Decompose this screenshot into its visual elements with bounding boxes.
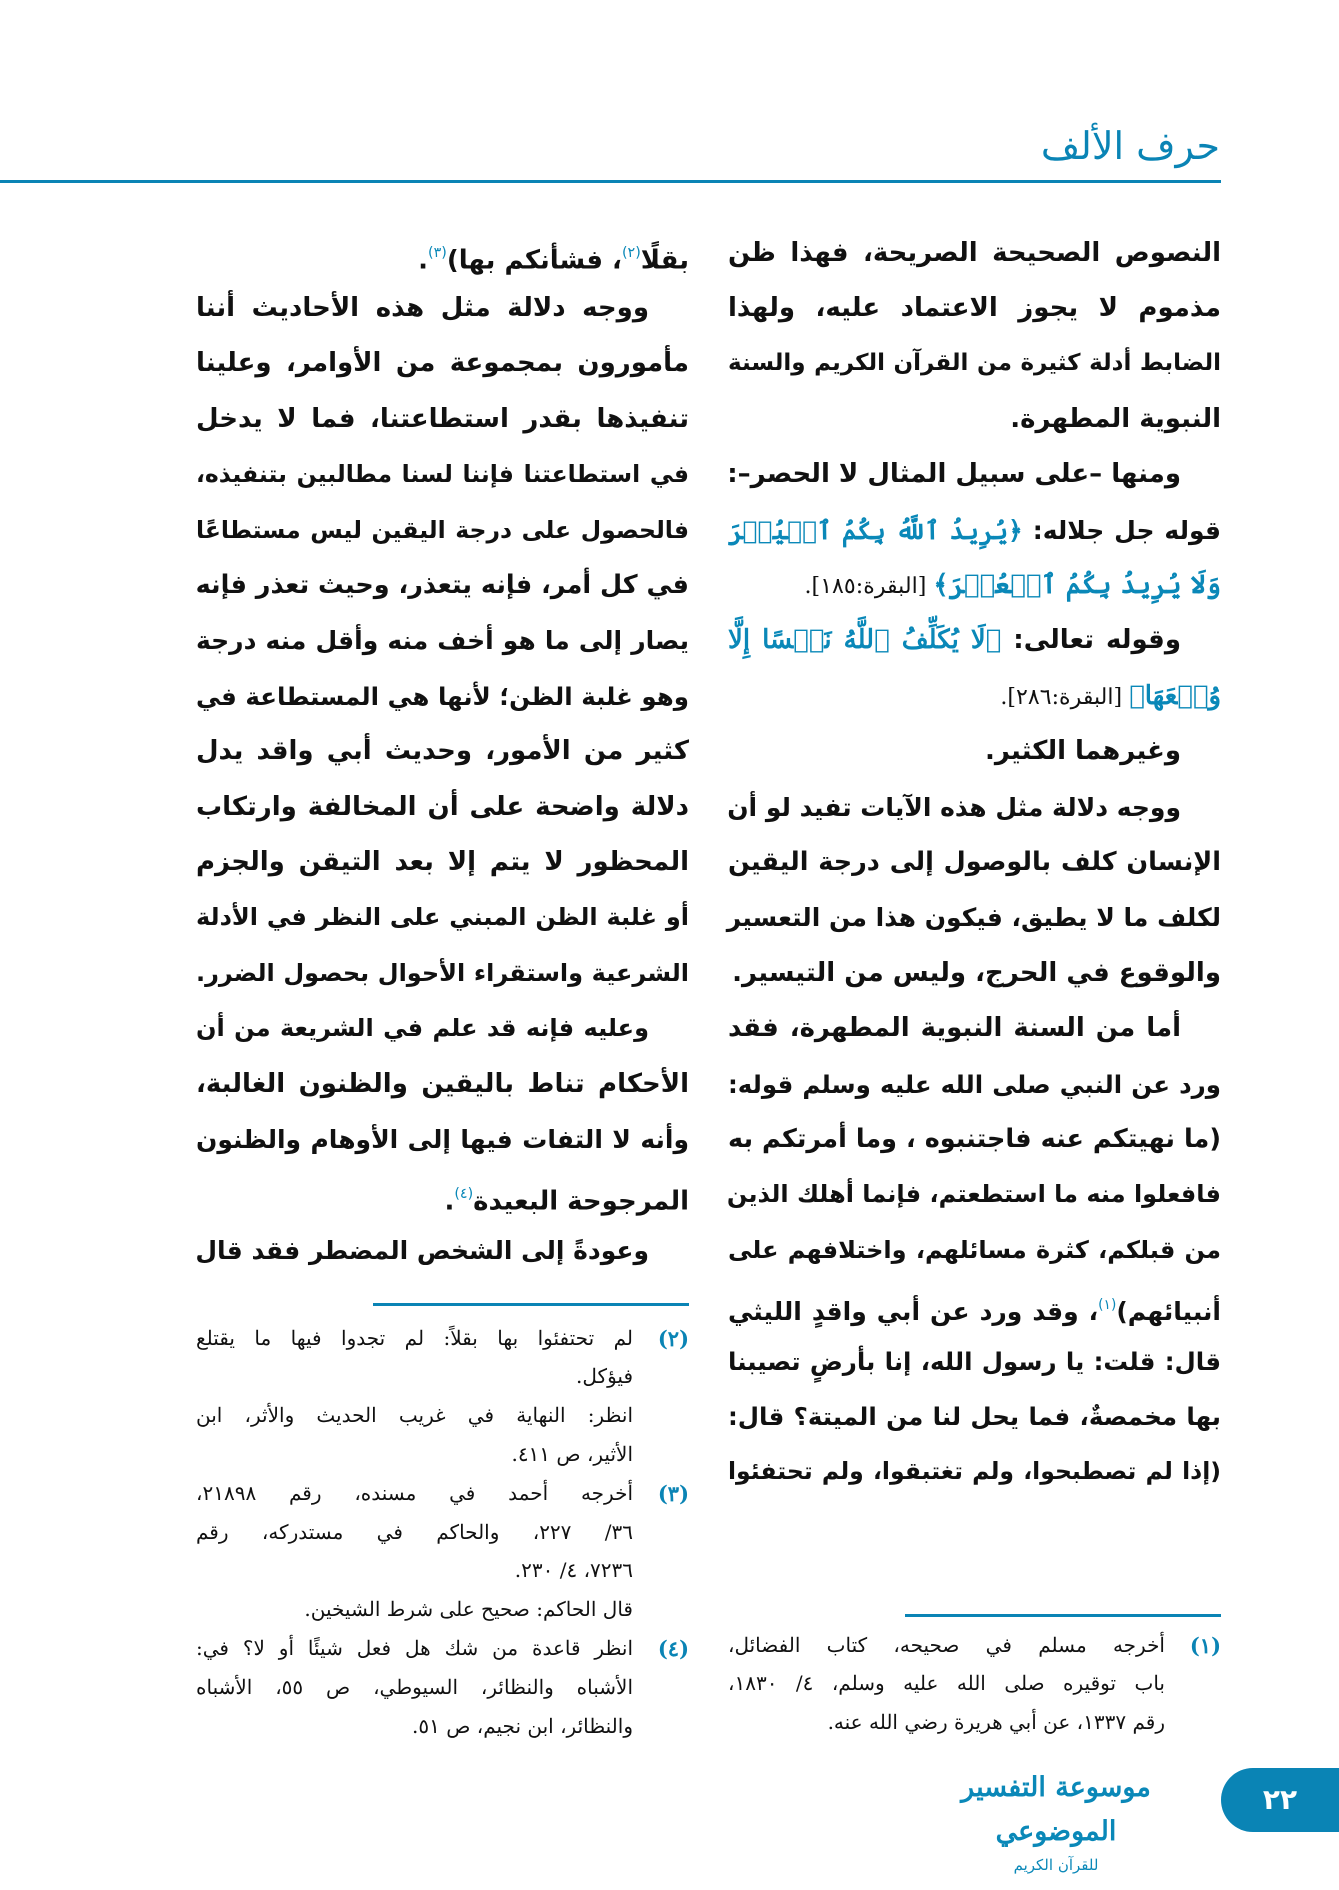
text-line (728, 613, 1181, 668)
footnote-marker: (٢) (657, 1325, 689, 1351)
text-line (728, 724, 1181, 779)
footnote-line: أخرجه أحمد في مسنده، رقم ٢١٨٩٨، (196, 1480, 633, 1505)
hadith-text: ، فشأنكم بها) (446, 244, 622, 275)
body-text: في استطاعتنا فإننا لسنا مطالبين بتنفيذه، (196, 460, 689, 489)
body-text: الإنسان كلف بالوصول إلى درجة اليقين (728, 846, 1221, 877)
header-divider (0, 180, 1221, 183)
text-line (196, 780, 689, 835)
body-text: . (444, 1186, 455, 1217)
hadith-text: (ما نهيتكم عنه فاجتنبوه ، وما أمرتكم به (728, 1123, 1221, 1154)
text-line (196, 392, 689, 447)
footnote-divider-right (905, 1614, 1221, 1617)
hadith-text: (إذا لم تصطبحوا، ولم تغتبقوا، ولم تحتفئوا (728, 1457, 1221, 1486)
text-line (196, 890, 689, 945)
body-text: وغيرهما الكثير. (984, 736, 1181, 767)
body-text: وهو غلبة الظن؛ لأنها هي المستطاعة في (196, 681, 689, 711)
text-line (196, 724, 689, 779)
body-text: وقوله تعالى: (1001, 625, 1181, 656)
text-line (728, 1278, 1221, 1333)
page-number: ٢٢ (1262, 1783, 1298, 1816)
footnote-line: فيؤكل. (576, 1364, 633, 1389)
text-line (196, 281, 649, 336)
body-text: ووجه دلالة مثل هذه الأحاديث أننا (196, 292, 649, 323)
verse-citation: [البقرة:١٨٥]. (804, 572, 934, 599)
body-text: دلالة واضحة على أن المخالفة وارتكاب (196, 791, 689, 822)
quran-verse: ﴿لَا يُكَلِّفُ ٱللَّهُ نَفۡسًا إِلَّا (728, 625, 1002, 656)
body-text: ، وقد ورد عن أبي واقدٍ الليثي (728, 1297, 1099, 1327)
text-line (728, 946, 1221, 1001)
body-text: . (418, 244, 429, 275)
text-line (196, 503, 689, 558)
text-line (728, 1001, 1181, 1056)
text-line (196, 558, 689, 613)
text-line (728, 226, 1221, 281)
text-line (728, 1444, 1221, 1499)
text-line (728, 503, 1221, 558)
footnote-line: والنظائر، ابن نجيم، ص ٥١. (412, 1713, 633, 1738)
footnote-line: قال الحاكم: صحيح على شرط الشيخين. (304, 1597, 633, 1622)
text-line (728, 558, 1221, 613)
body-text: الأحكام تناط باليقين والظنون الغالبة، (196, 1068, 689, 1099)
footnote-line: انظر قاعدة من شك هل فعل شيئًا أو لا؟ في: (196, 1635, 633, 1660)
body-text: النبوية المطهرة. (1010, 403, 1221, 434)
text-line (728, 392, 1221, 447)
footnote-line: لم تحتفئوا بها بقلاً: لم تجدوا فيها ما يقتلع (196, 1325, 633, 1350)
text-line (728, 281, 1221, 336)
text-line (196, 1001, 649, 1056)
body-text: الضابط أدلة كثيرة من القرآن الكريم والسنة (728, 350, 1221, 377)
body-text: في كل أمر، فإنه يتعذر، وحيث تعذر فإنه (195, 569, 689, 600)
body-text: يصار إلى ما هو أخف منه وأقل منه درجة (196, 626, 689, 656)
footnote-line: أخرجه مسلم في صحيحه، كتاب الفضائل، (728, 1632, 1165, 1657)
text-line (196, 1167, 689, 1222)
text-line (728, 1112, 1221, 1167)
text-line (196, 946, 689, 1001)
logo-title: موسوعة التفسير الموضوعي (961, 1772, 1151, 1847)
text-line (728, 1057, 1221, 1112)
text-line (196, 1057, 689, 1112)
body-text: تنفيذها بقدر استطاعتنا، فما لا يدخل (196, 403, 689, 434)
quran-verse: وُسۡعَهَا﴾ (1129, 680, 1221, 711)
text-line (196, 336, 689, 391)
hadith-text: أنبيائهم) (1116, 1297, 1221, 1327)
body-text: قال: قلت: يا رسول الله، إنا بأرضٍ تصيبنا (728, 1346, 1221, 1376)
footnote-ref[interactable]: (٤) (454, 1186, 474, 1203)
body-text: مأمورون بمجموعة من الأوامر، وعلينا (196, 348, 689, 379)
body-text: وعودةً إلى الشخص المضطر فقد قال (195, 1235, 649, 1265)
encyclopedia-logo (934, 1766, 1178, 1874)
text-line (728, 1223, 1221, 1278)
body-text: كثير من الأمور، وحديث أبي واقد يدل (196, 736, 689, 767)
text-line (728, 447, 1181, 502)
body-text: ورد عن النبي صلى الله عليه وسلم قوله: (728, 1069, 1221, 1099)
body-text: أو غلبة الظن المبني على النظر في الأدلة (196, 903, 689, 932)
body-text: المرجوحة البعيدة (473, 1186, 689, 1217)
footnote-marker: (٤) (657, 1635, 689, 1661)
footnote-line: رقم ١٣٣٧، عن أبي هريرة رضي الله عنه. (827, 1710, 1165, 1735)
body-text: الشرعية واستقراء الأحوال بحصول الضرر. (196, 958, 689, 987)
body-text: بها مخمصةٌ، فما يحل لنا من الميتة؟ قال: (728, 1401, 1221, 1431)
section-title: حرف الألف (1040, 124, 1220, 168)
quran-verse: وَلَا يُرِيدُ بِكُمُ ٱلۡعُسۡرَ﴾ (933, 569, 1221, 600)
body-text: فالحصول على درجة اليقين ليس مستطاعًا (196, 515, 689, 544)
body-text: وأنه لا التفات فيها إلى الأوهام والظنون (196, 1124, 689, 1154)
body-text: النصوص الصحيحة الصريحة، فهذا ظن (728, 237, 1221, 268)
logo-subtitle: للقرآن الكريم (1013, 1856, 1099, 1874)
footnote-ref[interactable]: (٣) (428, 244, 447, 261)
body-text: مذموم لا يجوز الاعتماد عليه، ولهذا (728, 292, 1221, 323)
body-text: قوله جل جلاله: (1022, 515, 1221, 545)
footnote-line: الأثير، ص ٤١١. (511, 1441, 633, 1466)
body-text: أما من السنة النبوية المطهرة، فقد (728, 1013, 1181, 1044)
footnote-line: الأشباه والنظائر، السيوطي، ص ٥٥، الأشباه (196, 1674, 633, 1699)
text-line (728, 835, 1221, 890)
footnote-divider-left (373, 1303, 689, 1306)
text-line (196, 447, 689, 502)
footnote-line: انظر: النهاية في غريب الحديث والأثر، ابن (196, 1403, 633, 1428)
hadith-text: فافعلوا منه ما استطعتم، فإنما أهلك الذين (726, 1180, 1221, 1209)
text-line (196, 1223, 649, 1278)
footnote-line: ٣٦/ ٢٢٧، والحاكم في مستدركه، رقم (196, 1519, 633, 1544)
body-text: وعليه فإنه قد علم في الشريعة من أن (196, 1014, 649, 1043)
body-text: المحظور لا يتم إلا بعد التيقن والجزم (196, 846, 689, 877)
hadith-text: من قبلكم، كثرة مسائلهم، واختلافهم على (728, 1235, 1221, 1264)
footnote-marker: (٣) (657, 1480, 689, 1506)
verse-citation: [البقرة:٢٨٦]. (1000, 683, 1130, 710)
footnote-line: باب توقيره صلى الله عليه وسلم، ٤/ ١٨٣٠، (728, 1671, 1165, 1696)
footnote-line: ٧٢٣٦، ٤/ ٢٣٠. (514, 1558, 633, 1583)
text-line (728, 1389, 1221, 1444)
body-text: ومنها –على سبيل المثال لا الحصر–: (727, 459, 1181, 490)
hadith-text: بقلًا (640, 244, 689, 275)
body-text: والوقوع في الحرج، وليس من التيسير. (732, 957, 1221, 988)
text-line (196, 669, 689, 724)
text-line (728, 890, 1221, 945)
text-line (196, 613, 689, 668)
text-line (196, 1112, 689, 1167)
text-line (728, 1167, 1221, 1222)
footnote-marker: (١) (1189, 1632, 1221, 1658)
body-text: ووجه دلالة مثل هذه الآيات تفيد لو أن (727, 792, 1181, 822)
footnote-ref[interactable]: (٢) (621, 244, 641, 261)
text-line (728, 780, 1181, 835)
text-line (728, 336, 1221, 391)
text-line (196, 226, 689, 281)
text-line (196, 835, 689, 890)
quran-verse: ﴿يُرِيدُ ٱللَّهُ بِكُمُ ٱلۡيُسۡرَ (728, 515, 1023, 545)
body-text: لكلف ما لا يطيق، فيكون هذا من التعسير (726, 903, 1221, 933)
text-line (728, 669, 1221, 724)
text-line (728, 1334, 1221, 1389)
footnote-ref[interactable]: (١) (1098, 1297, 1117, 1314)
